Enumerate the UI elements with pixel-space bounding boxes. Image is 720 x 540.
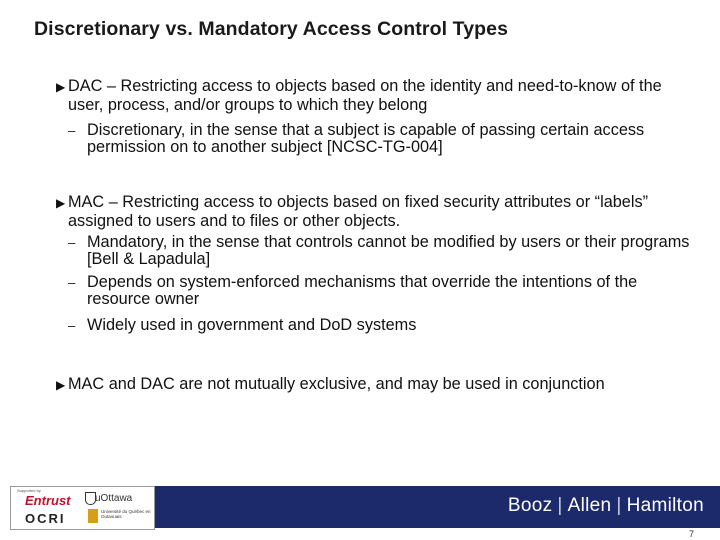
- ocri-logo: OCRI: [25, 511, 66, 526]
- dash-icon: –: [68, 235, 76, 250]
- sub-bullet-text: Discretionary, in the sense that a subject is capable of passing certain access permission on to another subject [NCSC-TG-004]: [87, 121, 645, 156]
- page-number: 7: [688, 529, 694, 539]
- brand-separator: |: [557, 495, 563, 516]
- bullet-text: MAC and DAC are not mutually exclusive, and may be used in conjunction: [68, 375, 605, 393]
- dash-icon: –: [68, 318, 76, 333]
- dash-icon: –: [68, 275, 76, 290]
- uottawa-logo: uOttawa: [95, 493, 133, 504]
- bullet-text: MAC – Restricting access to objects based on fixed security attributes or “labels” assigned to users and to files or other objects.: [68, 193, 649, 230]
- sub-bullet-text: Widely used in government and DoD systems: [87, 316, 417, 334]
- triangle-right-icon: ▶: [56, 80, 66, 94]
- brand-booz: Booz: [507, 495, 553, 516]
- bullet-text: DAC – Restricting access to objects based on the identity and need-to-know of the user, process, and/or groups to which they belong: [68, 77, 662, 114]
- bullet-conjunction: [57, 375, 697, 394]
- bullet-dac: [57, 77, 697, 115]
- supported-by-label: Supported by: [17, 488, 41, 493]
- uqo-logo: Université du Québec en Outaouais: [101, 509, 151, 519]
- triangle-right-icon: ▶: [56, 378, 66, 392]
- slide-title: Discretionary vs. Mandatory Access Control Types: [34, 18, 509, 40]
- sub-bullet: [57, 234, 697, 268]
- entrust-logo: Entrust: [25, 493, 71, 508]
- booz-allen-hamilton-logo: [508, 495, 704, 517]
- dash-icon: –: [68, 123, 76, 138]
- uqo-mark-icon: [88, 509, 98, 523]
- slide-content: [57, 77, 697, 394]
- sub-bullet-text: Mandatory, in the sense that controls cannot be modified by users or their programs [Bell & Lapadula]: [87, 233, 690, 268]
- brand-allen: Allen: [567, 495, 612, 516]
- footer-bar: [155, 486, 720, 528]
- sub-bullet: [57, 122, 697, 156]
- sub-bullet-text: Depends on system-enforced mechanisms that override the intentions of the resource owner: [87, 273, 638, 308]
- sponsor-logos: [10, 486, 155, 530]
- sub-bullet: [57, 317, 697, 334]
- brand-separator: |: [616, 495, 622, 516]
- bullet-mac: [57, 193, 697, 231]
- triangle-right-icon: ▶: [56, 196, 66, 210]
- brand-hamilton: Hamilton: [626, 495, 704, 516]
- sub-bullet: [57, 274, 697, 308]
